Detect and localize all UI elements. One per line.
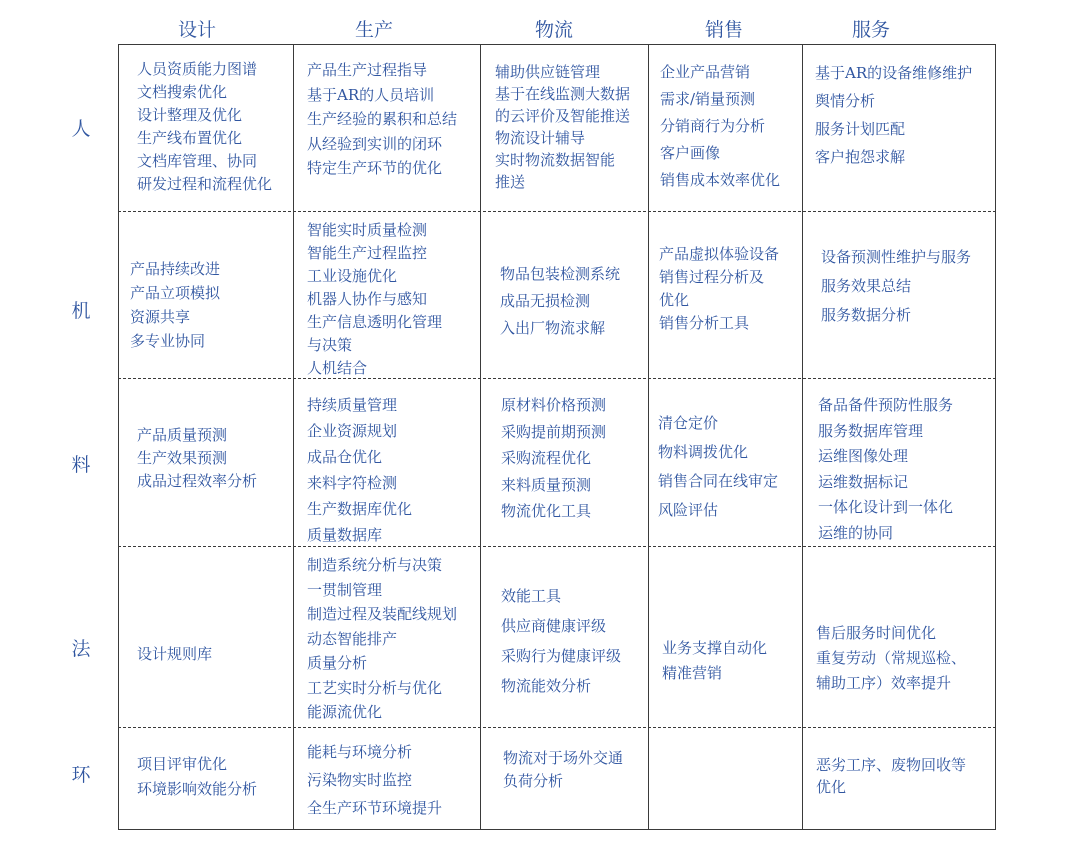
cell-line: 生产线布置优化 [137, 129, 243, 147]
column-header-service: 服务 [851, 19, 890, 41]
cell-line: 人员资质能力图谱 [137, 60, 258, 78]
cell-method-design [137, 643, 212, 666]
cell-line: 智能生产过程监控 [307, 244, 428, 262]
grid-line [802, 44, 803, 830]
cell-line: 基于AR的人员培训 [307, 85, 435, 104]
cell-material-logistics [501, 392, 606, 525]
cell-environment-design [137, 752, 257, 802]
cell-people-sales [660, 59, 780, 194]
cell-line: 负荷分析 [503, 772, 564, 790]
cell-line: 企业资源规划 [307, 422, 398, 440]
cell-people-production [307, 58, 457, 181]
cell-line: 质量数据库 [307, 526, 383, 544]
cell-line: 从经验到实训的闭环 [307, 134, 443, 153]
row-divider [118, 727, 996, 728]
cell-line: 项目评审优化 [137, 755, 228, 773]
cell-line: 清仓定价 [658, 414, 719, 432]
cell-line: 精准营销 [662, 664, 723, 682]
cell-line: 产品生产过程指导 [307, 61, 428, 79]
cell-line: 物流对于场外交通 [503, 749, 624, 767]
cell-line: 污染物实时监控 [307, 771, 413, 789]
cell-line: 销售成本效率优化 [660, 171, 781, 189]
cell-line: 一贯制管理 [307, 580, 383, 599]
column-header-sales: 销售 [704, 19, 743, 41]
cell-line: 供应商健康评级 [501, 617, 607, 635]
cell-people-service [815, 59, 972, 171]
grid-line [293, 44, 294, 830]
row-header-machine: 机 [71, 300, 91, 322]
cell-line: 物流设计辅导 [495, 129, 586, 147]
cell-line: 采购提前期预测 [501, 422, 607, 441]
cell-line: 能源流优化 [307, 703, 383, 721]
cell-line: 能耗与环境分析 [307, 743, 413, 761]
cell-method-sales [662, 636, 767, 686]
cell-line: 客户画像 [660, 144, 721, 162]
row-header-environment: 环 [71, 764, 91, 786]
cell-line: 物料调拨优化 [658, 443, 749, 461]
cell-line: 来料字符检测 [307, 474, 398, 492]
cell-machine-sales [659, 243, 779, 335]
cell-material-production [307, 392, 412, 548]
grid-line [118, 829, 996, 830]
cell-line: 入出厂物流求解 [500, 319, 606, 337]
cell-line: 资源共享 [130, 308, 191, 326]
cell-line: 原材料价格预测 [501, 396, 607, 414]
cell-environment-production [307, 738, 442, 822]
cell-line: 机器人协作与感知 [307, 290, 428, 308]
cell-line: 优化 [659, 291, 690, 309]
cell-machine-service [821, 243, 971, 330]
cell-machine-design [130, 257, 220, 353]
cell-method-production [307, 553, 457, 725]
cell-line: 重复劳动（常规巡检、 [816, 649, 967, 667]
grid-line [118, 44, 996, 45]
cell-line: 销售过程分析及 [659, 268, 765, 286]
cell-line: 运维图像处理 [818, 447, 909, 465]
column-header-production: 生产 [354, 19, 393, 41]
row-divider [118, 546, 996, 547]
capability-matrix [118, 44, 996, 830]
cell-people-design [137, 58, 272, 196]
cell-line: 采购行为健康评级 [501, 647, 622, 665]
cell-line: 售后服务时间优化 [816, 624, 937, 642]
cell-line: 物流优化工具 [501, 502, 592, 520]
cell-line: 服务数据分析 [821, 306, 912, 324]
cell-line: 的云评价及智能推送 [495, 107, 631, 125]
cell-line: 备品备件预防性服务 [818, 396, 954, 414]
cell-line: 文档搜索优化 [137, 83, 228, 101]
row-divider [118, 211, 996, 212]
cell-line: 恶劣工序、废物回收等 [816, 756, 967, 774]
cell-line: 物品包装检测系统 [500, 265, 621, 283]
cell-environment-logistics [503, 747, 623, 793]
cell-machine-logistics [500, 261, 620, 342]
cell-line: 研发过程和流程优化 [137, 175, 273, 193]
cell-line: 产品虚拟体验设备 [659, 245, 780, 263]
cell-line: 设备预测性维护与服务 [821, 248, 972, 266]
cell-line: 辅助工序）效率提升 [816, 674, 952, 692]
cell-line: 分销商行为分析 [660, 117, 766, 135]
cell-line: 服务计划匹配 [815, 120, 906, 138]
cell-line: 设计整理及优化 [137, 106, 243, 124]
cell-line: 动态智能排产 [307, 629, 398, 648]
grid-line [480, 44, 481, 830]
cell-line: 制造系统分析与决策 [307, 556, 443, 574]
row-header-method: 法 [71, 638, 91, 660]
cell-line: 设计规则库 [137, 645, 213, 663]
cell-environment-service [816, 754, 966, 798]
cell-line: 销售分析工具 [659, 314, 750, 332]
cell-line: 质量分析 [307, 654, 368, 672]
cell-line: 运维的协同 [818, 523, 894, 542]
grid-line [648, 44, 649, 830]
cell-line: 成品无损检测 [500, 292, 591, 310]
cell-line: 物流能效分析 [501, 677, 592, 695]
cell-material-sales [658, 409, 778, 525]
cell-people-logistics [495, 61, 630, 193]
cell-line: 与决策 [307, 336, 353, 354]
cell-line: 多专业协同 [130, 332, 206, 350]
cell-line: 成品仓优化 [307, 448, 383, 466]
row-header-material: 料 [71, 454, 91, 476]
cell-line: 全生产环节环境提升 [307, 799, 443, 817]
cell-line: 基于在线监测大数据 [495, 85, 631, 103]
cell-line: 生产效果预测 [137, 449, 228, 467]
cell-method-logistics [501, 581, 621, 701]
cell-line: 生产数据库优化 [307, 500, 413, 518]
cell-line: 舆情分析 [815, 92, 876, 110]
cell-line: 效能工具 [501, 587, 562, 605]
cell-line: 辅助供应链管理 [495, 63, 601, 81]
cell-line: 生产信息透明化管理 [307, 313, 443, 331]
cell-line: 文档库管理、协同 [137, 152, 258, 170]
cell-line: 持续质量管理 [307, 396, 398, 414]
cell-line: 服务数据库管理 [818, 421, 924, 440]
cell-line: 成品过程效率分析 [137, 472, 258, 490]
row-header-people: 人 [71, 118, 91, 140]
cell-line: 一体化设计到一体化 [818, 498, 954, 516]
cell-line: 运维数据标记 [818, 472, 909, 491]
cell-material-service [818, 393, 953, 546]
cell-line: 基于AR的设备维修维护 [815, 64, 973, 82]
cell-line: 产品质量预测 [137, 426, 228, 444]
cell-method-service [816, 621, 966, 696]
row-divider [118, 378, 996, 379]
cell-line: 优化 [816, 778, 847, 796]
cell-line: 需求/销量预测 [660, 90, 756, 108]
cell-line: 人机结合 [307, 359, 368, 377]
cell-line: 风险评估 [658, 501, 719, 519]
cell-line: 实时物流数据智能 [495, 151, 616, 169]
column-header-design: 设计 [177, 19, 216, 41]
cell-line: 智能实时质量检测 [307, 221, 428, 239]
cell-material-design [137, 424, 257, 493]
grid-line [118, 44, 119, 830]
cell-machine-production [307, 219, 442, 380]
cell-line: 业务支撑自动化 [662, 639, 768, 657]
cell-line: 采购流程优化 [501, 449, 592, 467]
cell-line: 制造过程及装配线规划 [307, 605, 458, 623]
cell-line: 推送 [495, 173, 526, 191]
cell-line: 来料质量预测 [501, 475, 592, 494]
cell-line: 服务效果总结 [821, 277, 912, 295]
cell-line: 客户抱怨求解 [815, 148, 906, 166]
column-header-logistics: 物流 [534, 19, 573, 41]
cell-line: 产品持续改进 [130, 260, 221, 278]
cell-line: 工业设施优化 [307, 267, 398, 285]
cell-line: 环境影响效能分析 [137, 780, 258, 798]
cell-line: 特定生产环节的优化 [307, 159, 443, 177]
cell-line: 销售合同在线审定 [658, 472, 779, 490]
cell-line: 企业产品营销 [660, 63, 751, 81]
cell-line: 产品立项模拟 [130, 284, 221, 302]
cell-line: 生产经验的累积和总结 [307, 110, 458, 128]
grid-line [995, 44, 996, 830]
cell-line: 工艺实时分析与优化 [307, 678, 443, 697]
